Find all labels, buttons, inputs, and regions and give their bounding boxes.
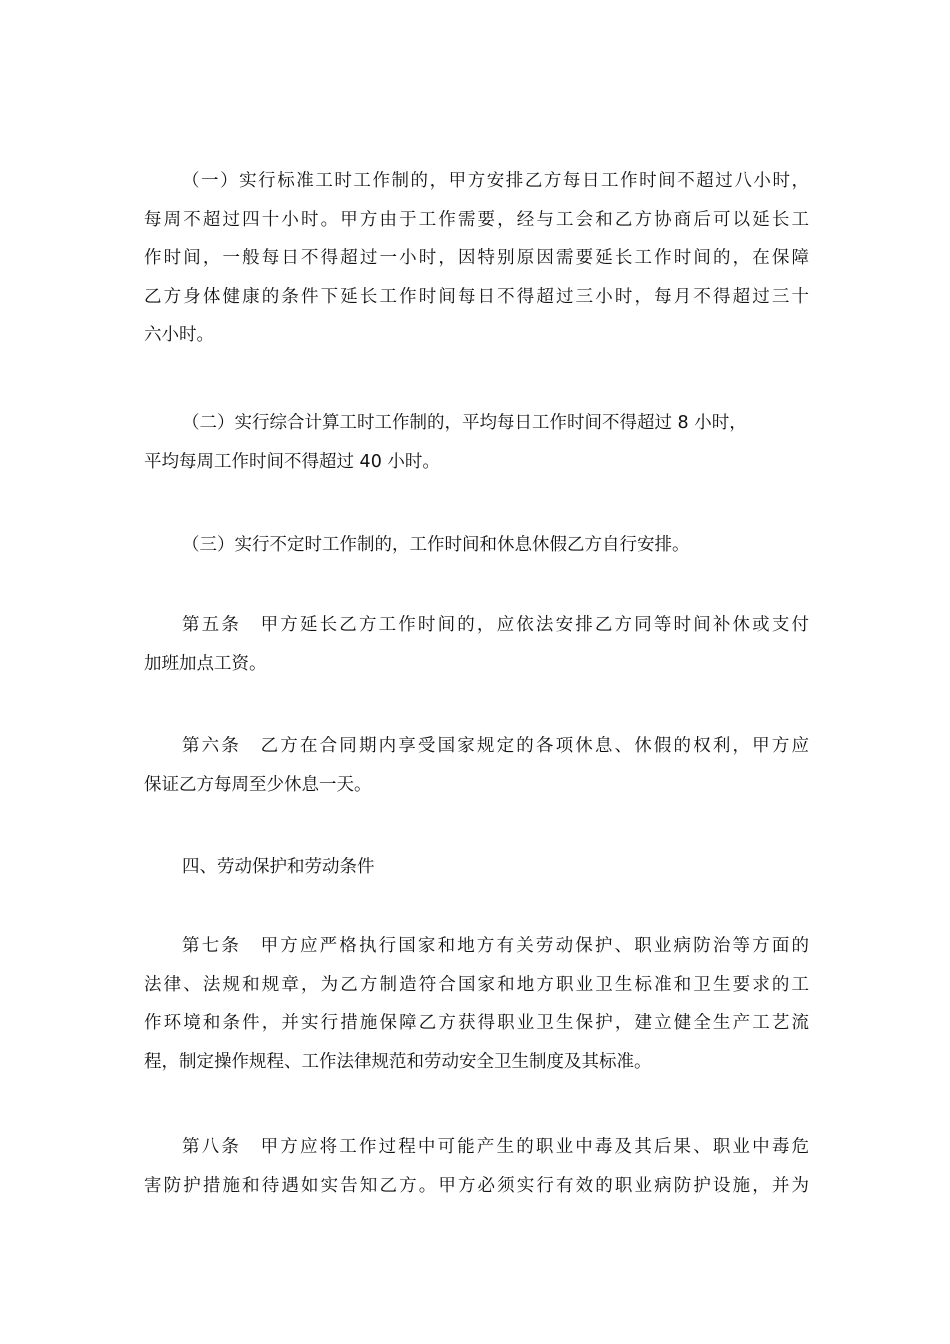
paragraph-line: 作环境和条件，并实行措施保障乙方获得职业卫生保护，建立健全生产工艺流 <box>144 1013 809 1033</box>
paragraph-article-8 <box>144 1128 809 1205</box>
paragraph-line: 法律、法规和规章，为乙方制造符合国家和地方职业卫生标准和卫生要求的工 <box>144 974 809 995</box>
paragraph-item-3 <box>144 526 809 565</box>
paragraph-line: 第六条 乙方在合同期内享受国家规定的各项休息、休假的权利，甲方应 <box>182 736 809 756</box>
paragraph-line: 害防护措施和待遇如实告知乙方。甲方必须实行有效的职业病防护设施，并为 <box>144 1175 809 1196</box>
paragraph-line: 第七条 甲方应严格执行国家和地方有关劳动保护、职业病防治等方面的 <box>182 936 809 956</box>
paragraph-line: （一）实行标准工时工作制的，甲方安排乙方每日工作时间不超过八小时， <box>182 171 809 191</box>
paragraph-line: 作时间，一般每日不得超过一小时，因特别原因需要延长工作时间的，在保障 <box>144 248 809 268</box>
paragraph-line: 保证乙方每周至少休息一天。 <box>144 774 372 795</box>
paragraph-line: 平均每周工作时间不得超过 40 小时。 <box>144 451 440 472</box>
paragraph-line: 乙方身体健康的条件下延长工作时间每日不得超过三小时，每月不得超过三十 <box>144 286 809 307</box>
paragraph-article-7 <box>144 927 809 1081</box>
paragraph-line: 第八条 甲方应将工作过程中可能产生的职业中毒及其后果、职业中毒危 <box>182 1137 809 1157</box>
paragraph-article-5 <box>144 606 809 683</box>
paragraph-line: 六小时。 <box>144 325 214 345</box>
paragraph-item-1 <box>144 162 809 355</box>
paragraph-line: 程，制定操作规程、工作法律规范和劳动安全卫生制度及其标准。 <box>144 1051 652 1072</box>
section-heading-text: 四、劳动保护和劳动条件 <box>182 857 375 877</box>
paragraph-line: 每周不超过四十小时。甲方由于工作需要，经与工会和乙方协商后可以延长工 <box>144 209 809 230</box>
paragraph-line: （二）实行综合计算工时工作制的，平均每日工作时间不得超过 8 小时， <box>182 413 747 433</box>
paragraph-line: 第五条 甲方延长乙方工作时间的，应依法安排乙方同等时间补休或支付 <box>182 615 809 635</box>
paragraph-line: 加班加点工资。 <box>144 653 267 674</box>
paragraph-line: （三）实行不定时工作制的，工作时间和休息休假乙方自行安排。 <box>182 535 690 555</box>
section-heading <box>144 848 809 887</box>
paragraph-item-2 <box>144 404 809 481</box>
paragraph-article-6 <box>144 727 809 804</box>
